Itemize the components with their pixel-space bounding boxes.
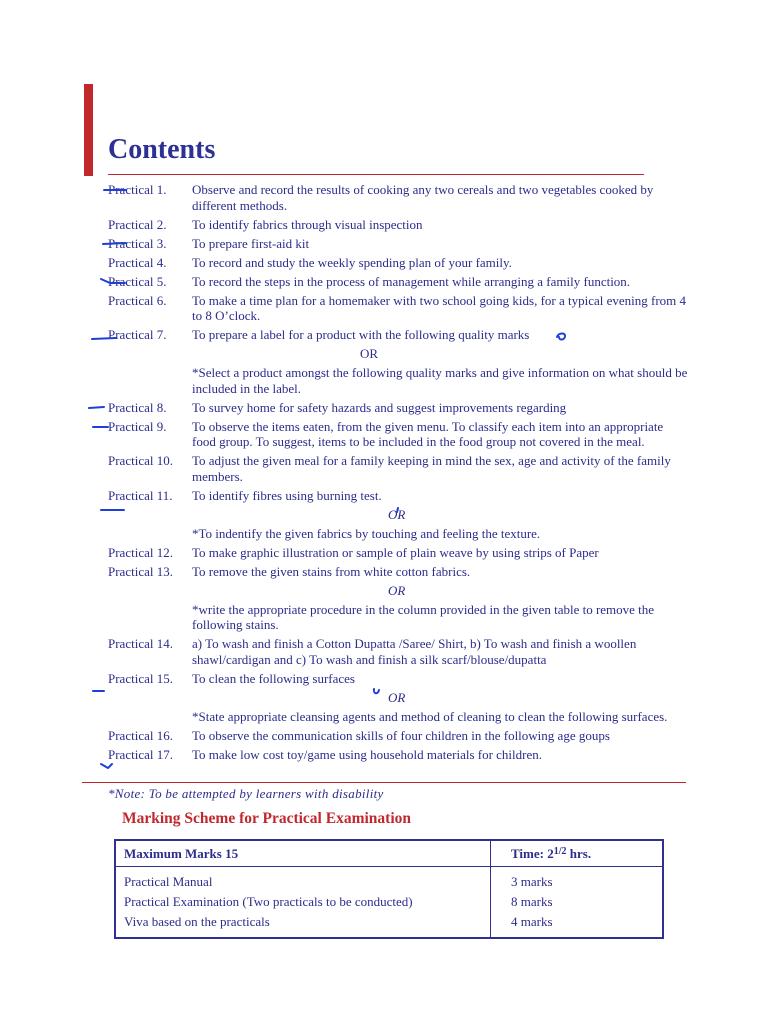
- contents-list: [108, 182, 688, 766]
- practical-label: Practical 7.: [108, 327, 167, 342]
- practical-9: [108, 419, 688, 450]
- practical-text: a) To wash and finish a Cotton Dupatta /Saree/ Shirt, b) To wash and finish a woollen shawl/cardigan and c) To wash and finish a silk scarf/blouse/dupatta: [192, 636, 637, 667]
- practical-13: [108, 564, 688, 580]
- marks-items-cell: [115, 867, 491, 939]
- practical-12: [108, 545, 688, 561]
- practical-text: To prepare first-aid kit: [192, 235, 310, 251]
- practical-text: Observe and record the results of cooking any two cereals and two vegetables cooked by different methods.: [192, 182, 654, 213]
- practical-label: Practical 4.: [108, 254, 167, 270]
- or-separator: [108, 583, 688, 599]
- practical-text: To make graphic illustration or sample of plain weave by using strips of Paper: [192, 544, 599, 560]
- time-fraction: 1/2: [553, 845, 567, 857]
- practical-8: [108, 400, 688, 416]
- marking-scheme-title: Marking Scheme for Practical Examination: [122, 810, 412, 827]
- practical-15: [108, 671, 688, 687]
- practical-3: [108, 236, 688, 252]
- marks-value: 4 marks: [511, 914, 553, 929]
- practical-alternative: *Select a product amongst the following quality marks and give information on what should be included in the label.: [192, 365, 688, 396]
- practical-text: To make a time plan for a homemaker with two school going kids, for a typical evening from 4 to 8 O’clock.: [192, 292, 687, 323]
- practical-label: Practical 16.: [108, 727, 173, 743]
- table-row: [115, 867, 663, 939]
- practical-label: Practical 9.: [108, 418, 167, 434]
- or-separator: [108, 507, 688, 523]
- footer-divider: [82, 782, 686, 783]
- max-marks-header: Maximum Marks 15: [115, 840, 491, 867]
- or-text: OR: [388, 506, 406, 522]
- or-text: OR: [360, 346, 379, 361]
- practical-label: Practical 12.: [108, 544, 173, 560]
- practical-text: To prepare a label for a product with the following quality marks: [192, 327, 530, 342]
- accent-bar: [84, 84, 93, 176]
- marks-item: Practical Manual: [124, 874, 213, 889]
- practical-alternative: *write the appropriate procedure in the column provided in the given table to remove the following stains.: [192, 601, 655, 632]
- practical-label: Practical 17.: [108, 746, 173, 762]
- practical-text: To record and study the weekly spending plan of your family.: [192, 254, 512, 270]
- practical-alternative: *State appropriate cleansing agents and method of cleaning to clean the following surfaces.: [192, 708, 668, 724]
- time-text: Time: 2: [511, 845, 554, 861]
- or-separator: [108, 690, 688, 706]
- practical-text: To record the steps in the process of management while arranging a family function.: [192, 273, 631, 289]
- practical-label: Practical 14.: [108, 636, 173, 651]
- practical-label: Practical 6.: [108, 292, 167, 308]
- practical-11: [108, 488, 688, 504]
- practical-label: Practical 13.: [108, 563, 173, 579]
- practical-label: Practical 15.: [108, 670, 173, 686]
- practical-label: Practical 1.: [108, 182, 167, 197]
- practical-17: [108, 747, 688, 763]
- marks-values-cell: [491, 867, 664, 939]
- practical-label: Practical 11.: [108, 487, 173, 503]
- marks-item: Practical Examination (Two practicals to be conducted): [124, 894, 413, 909]
- marks-item: Viva based on the practicals: [124, 914, 270, 929]
- or-text: OR: [388, 689, 406, 705]
- practical-10: [108, 453, 688, 484]
- practical-text: To survey home for safety hazards and suggest improvements regarding: [192, 399, 567, 415]
- marking-scheme-table: [114, 839, 664, 939]
- title-divider: [108, 174, 644, 175]
- marks-value: 3 marks: [511, 874, 553, 889]
- practical-6: [108, 293, 688, 324]
- practical-label: Practical 3.: [108, 235, 167, 251]
- time-header: [491, 840, 664, 867]
- practical-text: To identify fabrics through visual inspection: [192, 216, 423, 232]
- practical-16: [108, 728, 688, 744]
- table-header-row: [115, 840, 663, 867]
- practical-text: To clean the following surfaces: [192, 670, 355, 686]
- marks-value: 8 marks: [511, 894, 553, 909]
- practical-text: To remove the given stains from white cotton fabrics.: [192, 563, 471, 579]
- practical-text: To observe the items eaten, from the given menu. To classify each item into an appropriate food group. To suggest, items to be included in the food group not covered in the meal.: [192, 418, 664, 449]
- practical-14: [108, 636, 688, 667]
- practical-2: [108, 217, 688, 233]
- practical-alternative: *To indentify the given fabrics by touching and feeling the texture.: [192, 525, 541, 541]
- page-title: Contents: [108, 134, 216, 165]
- practical-label: Practical 10.: [108, 453, 173, 468]
- practical-label: Practical 5.: [108, 273, 167, 289]
- or-separator: [108, 346, 688, 362]
- practical-text: To adjust the given meal for a family keeping in mind the sex, age and activity of the family members.: [192, 453, 671, 484]
- or-text: OR: [388, 582, 406, 598]
- footnote: *Note: To be attempted by learners with disability: [108, 786, 384, 801]
- practical-7: [108, 327, 688, 343]
- practical-label: Practical 8.: [108, 399, 167, 415]
- practical-text: To observe the communication skills of four children in the following age goups: [192, 727, 610, 743]
- practical-text: To make low cost toy/game using household materials for children.: [192, 746, 543, 762]
- practical-4: [108, 255, 688, 271]
- practical-label: Practical 2.: [108, 216, 167, 232]
- practical-1: [108, 182, 688, 213]
- time-unit: hrs.: [566, 845, 592, 861]
- practical-text: To identify fibres using burning test.: [192, 487, 382, 503]
- practical-5: [108, 274, 688, 290]
- pen-mark: [89, 407, 104, 408]
